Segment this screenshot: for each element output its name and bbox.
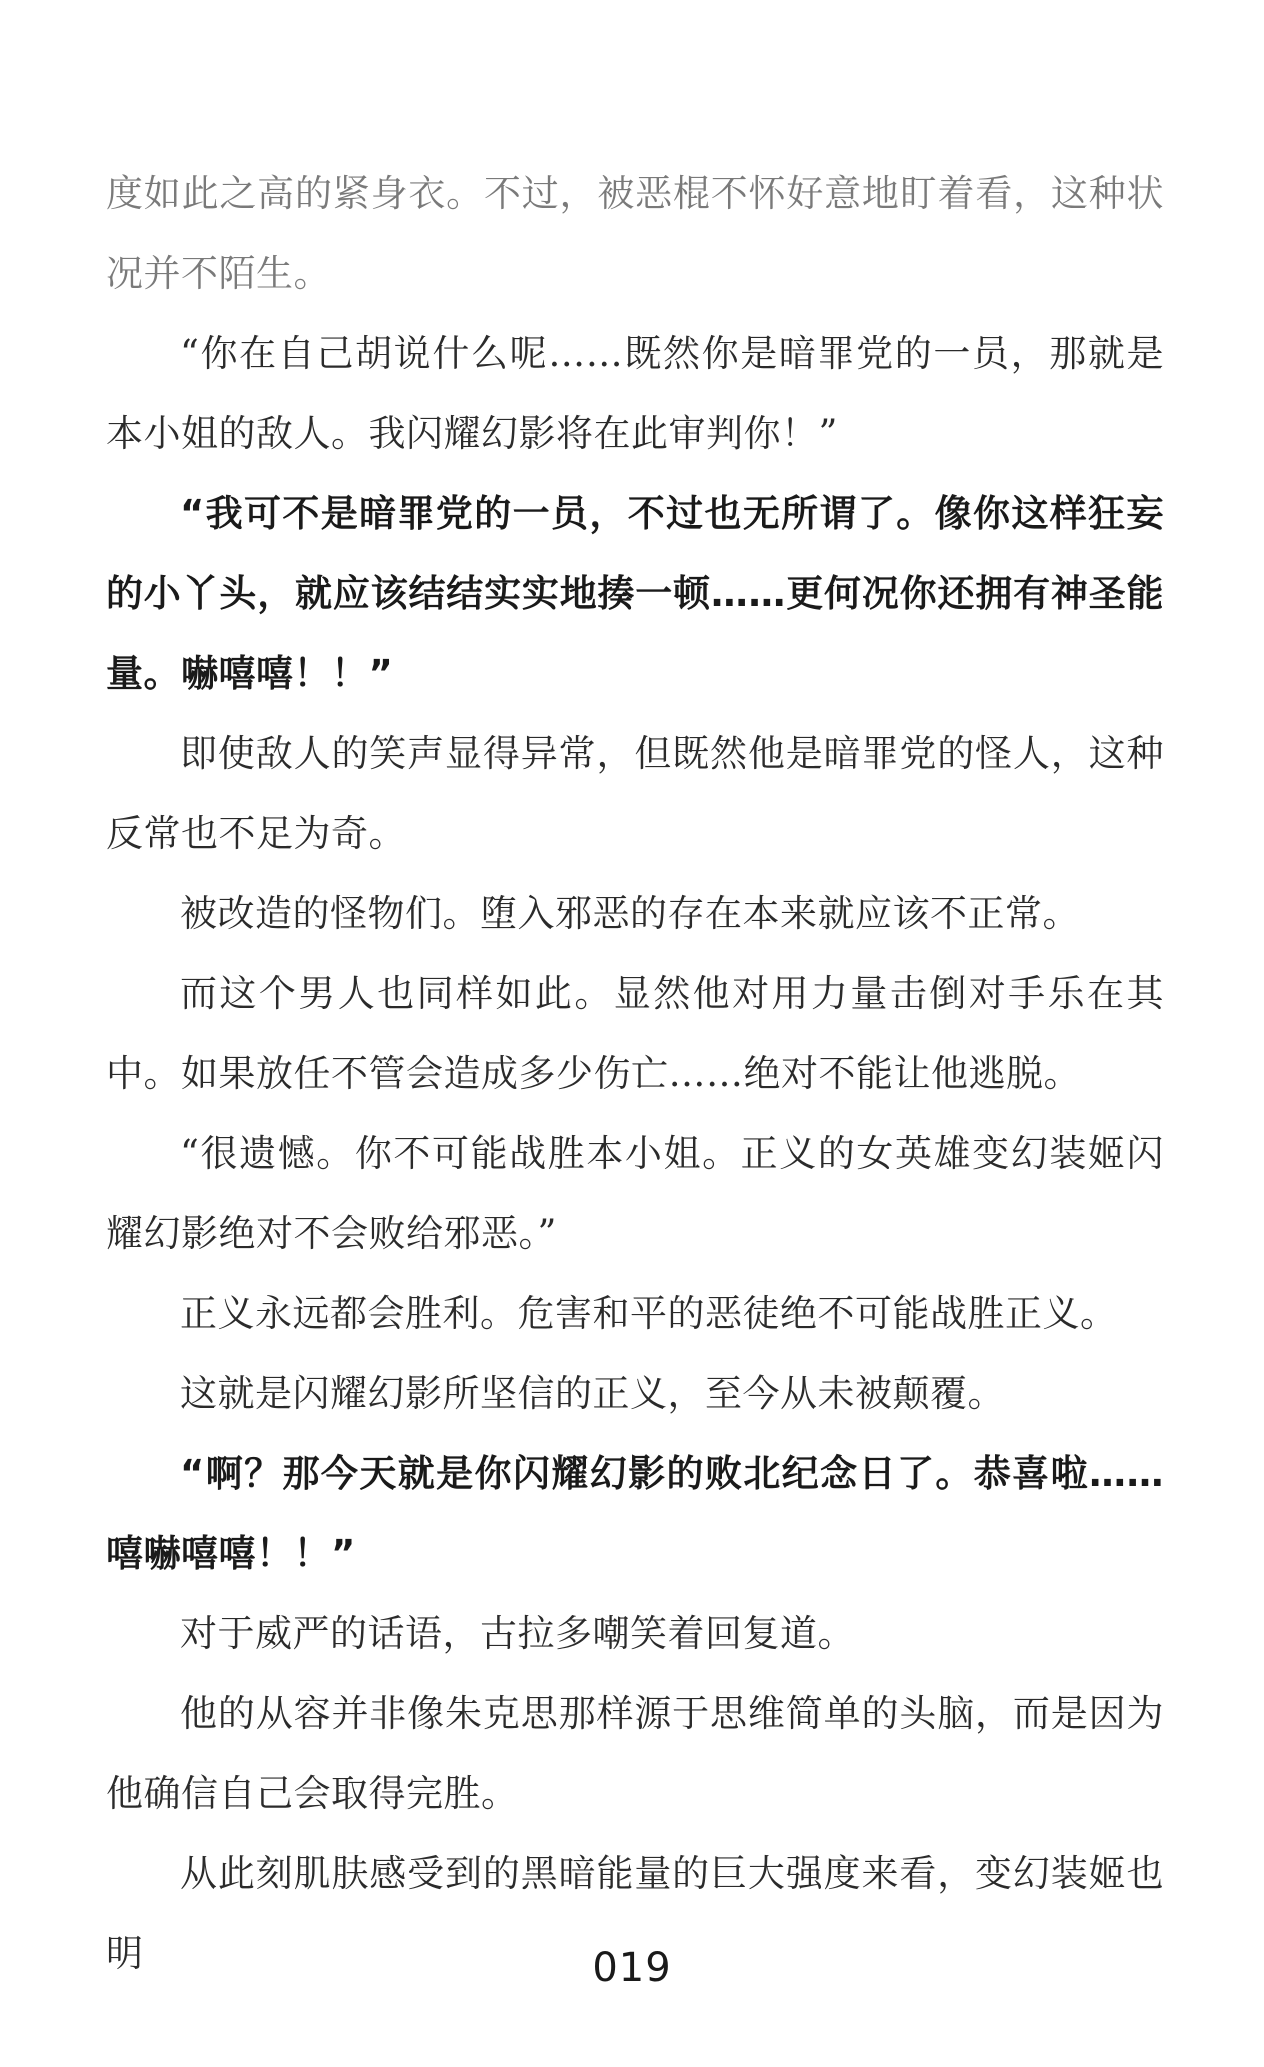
page-number: 019 — [592, 1945, 672, 1991]
page-body — [106, 154, 1164, 1994]
paragraph: 正义永远都会胜利。危害和平的恶徒绝不可能战胜正义。 — [180, 1292, 1118, 1335]
paragraph: 这就是闪耀幻影所坚信的正义，至今从未被颠覆。 — [180, 1372, 1005, 1415]
paragraph-dialogue: “你在自己胡说什么呢……既然你是暗罪党的一员，那就是本小姐的敌人。我闪耀幻影将在此审判你！” — [106, 332, 1164, 455]
paragraph-dialogue: “很遗憾。你不可能战胜本小姐。正义的女英雄变幻装姬闪耀幻影绝对不会败给邪恶。” — [106, 1132, 1164, 1255]
paragraph-dialogue-bold: “我可不是暗罪党的一员，不过也无所谓了。像你这样狂妄的小丫头，就应该结结实实地揍一顿……更何况你还拥有神圣能量。嚇嘻嘻！！” — [106, 492, 1164, 695]
paragraph: 即使敌人的笑声显得异常，但既然他是暗罪党的怪人，这种反常也不足为奇。 — [106, 732, 1164, 855]
paragraph-continued: 度如此之高的紧身衣。不过，被恶棍不怀好意地盯着看，这种状况并不陌生。 — [106, 172, 1164, 295]
paragraph: 对于威严的话语，古拉多嘲笑着回复道。 — [180, 1612, 855, 1655]
paragraph-continues: 从此刻肌肤感受到的黑暗能量的巨大强度来看，变幻装姬也明 — [106, 1852, 1164, 1975]
paragraph: 而这个男人也同样如此。显然他对用力量击倒对手乐在其中。如果放任不管会造成多少伤亡……绝对不能让他逃脱。 — [106, 972, 1164, 1095]
paragraph: 他的从容并非像朱克思那样源于思维简单的头脑，而是因为他确信自己会取得完胜。 — [106, 1692, 1164, 1815]
paragraph: 被改造的怪物们。堕入邪恶的存在本来就应该不正常。 — [180, 892, 1080, 935]
paragraph-dialogue-bold: “啊？那今天就是你闪耀幻影的败北纪念日了。恭喜啦……嘻嚇嘻嘻！！” — [106, 1452, 1164, 1575]
